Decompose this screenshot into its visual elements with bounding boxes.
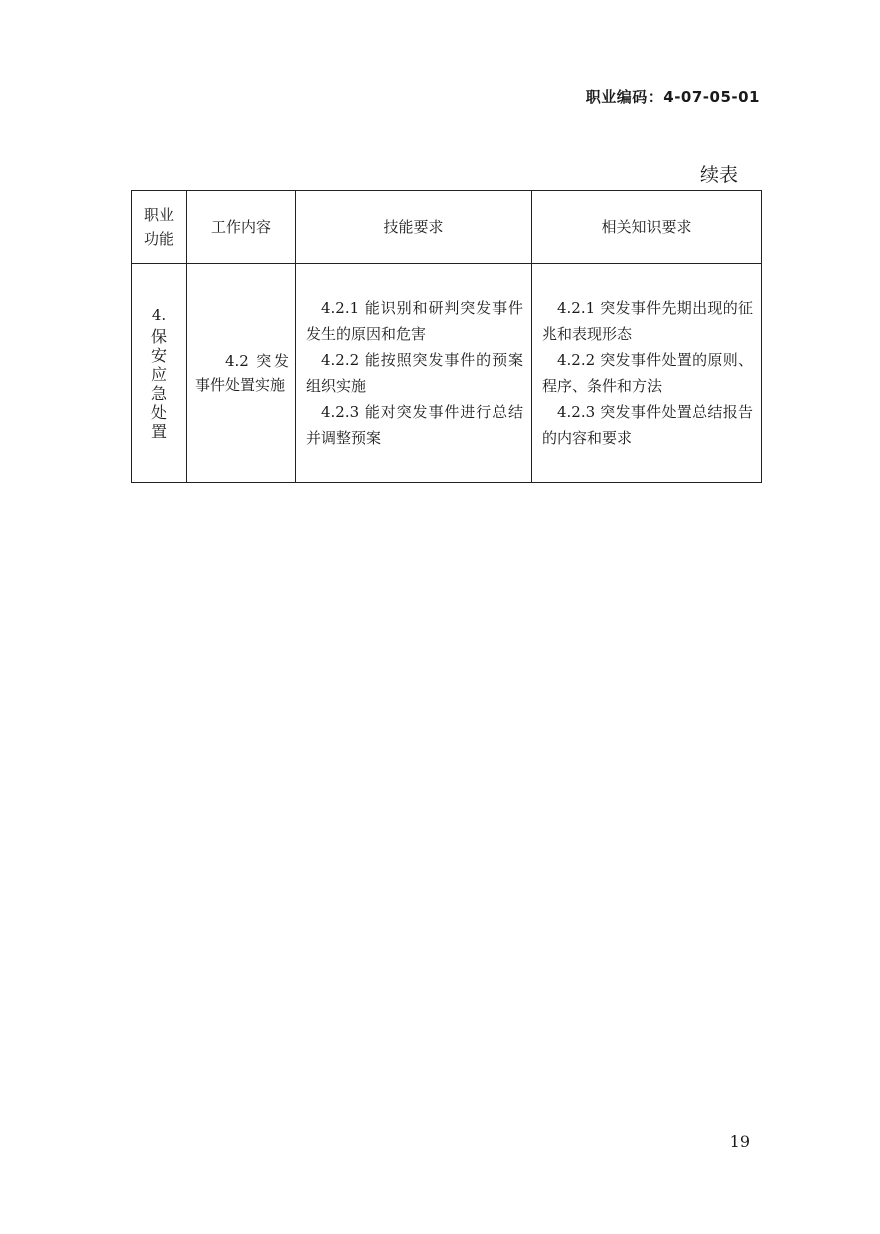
table-row [132, 264, 762, 483]
column-header-function: 职业功能 [132, 191, 187, 264]
work-content-cell [187, 264, 296, 483]
skills-cell [296, 264, 532, 483]
skill-standard-table [131, 190, 762, 483]
function-name: 保安应急处置 [151, 326, 168, 441]
skill-item: 4.2.1 能识别和研判突发事件发生的原因和危害 [306, 299, 523, 343]
work-content-text: 4.2 突发事件处置实施 [195, 352, 289, 394]
function-number: 4. [151, 305, 167, 324]
column-header-work-content: 工作内容 [187, 191, 296, 264]
column-header-skills: 技能要求 [296, 191, 532, 264]
skill-item: 4.2.2 能按照突发事件的预案组织实施 [306, 351, 523, 395]
knowledge-item: 4.2.1 突发事件先期出现的征兆和表现形态 [542, 299, 753, 343]
skill-item: 4.2.3 能对突发事件进行总结并调整预案 [306, 403, 523, 447]
knowledge-cell [532, 264, 762, 483]
knowledge-item: 4.2.2 突发事件处置的原则、程序、条件和方法 [542, 351, 753, 395]
continued-table-label: 续表 [699, 164, 738, 186]
occupation-code: 职业编码：4-07-05-01 [585, 88, 760, 106]
knowledge-item: 4.2.3 突发事件处置总结报告的内容和要求 [542, 403, 753, 447]
function-cell [132, 264, 187, 483]
column-header-knowledge: 相关知识要求 [532, 191, 762, 264]
page-number: 19 [729, 1132, 750, 1151]
table-header-row [132, 191, 762, 264]
